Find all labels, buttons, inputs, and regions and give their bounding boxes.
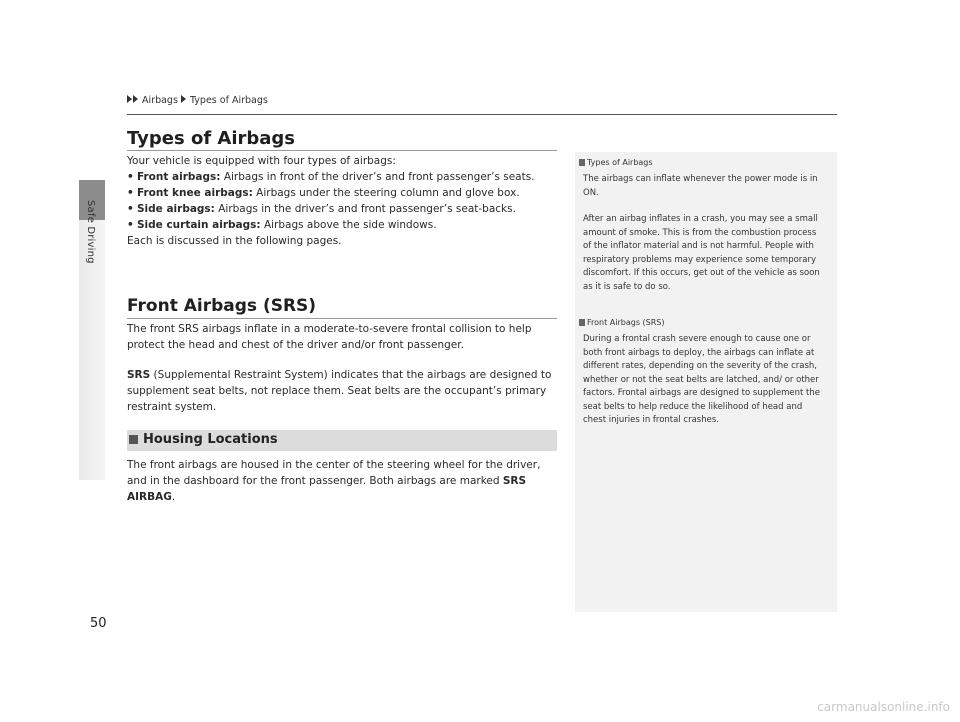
note-title-types[interactable]: Types of Airbags xyxy=(579,158,653,167)
bullet-term: Front knee airbags: xyxy=(137,187,253,199)
subsection-title: Housing Locations xyxy=(143,432,278,447)
section-rule xyxy=(127,150,557,151)
section-title-front: Front Airbags (SRS) xyxy=(127,296,317,316)
types-outro: Each is discussed in the following pages. xyxy=(127,235,342,247)
bullet-term: Side airbags: xyxy=(137,203,215,215)
list-item xyxy=(127,185,559,201)
front-para-2 xyxy=(127,367,559,415)
bullet-text: Airbags in the driver’s and front passenger’s seat-backs. xyxy=(214,203,516,215)
header-rule xyxy=(127,114,837,115)
note-paragraph: During a frontal crash severe enough to cause one or both front airbags to deploy, the airbags can inflate at different rates, depending on the severity of the crash, whether or not the seat belts are latched, and/ or other factors. Frontal airbags are designed to supplement the seat belts to help reduce the likelihood of head and chest injuries in frontal crashes. xyxy=(583,334,820,425)
list-item xyxy=(127,217,559,233)
list-item xyxy=(127,169,559,185)
front-para-1: The front SRS airbags inflate in a moderate-to-severe frontal collision to help protect the head and chest of the driver and/or front passenger. xyxy=(127,323,532,351)
bullet-text: Airbags above the side windows. xyxy=(260,219,437,231)
srs-term: SRS xyxy=(127,369,151,381)
note-icon xyxy=(579,159,585,166)
bullet-term: Side curtain airbags: xyxy=(137,219,261,231)
subsection-header xyxy=(127,430,557,451)
breadcrumb-item-airbags[interactable]: Airbags xyxy=(142,95,178,106)
watermark: carmanualsonline.info xyxy=(817,700,950,714)
note-title-front[interactable]: Front Airbags (SRS) xyxy=(579,318,665,327)
note-body-front xyxy=(583,333,823,428)
note-body-types xyxy=(583,173,823,294)
section-rule xyxy=(127,318,557,319)
list-item xyxy=(127,201,559,217)
page-number: 50 xyxy=(90,616,107,631)
note-icon xyxy=(579,319,585,326)
types-intro: Your vehicle is equipped with four types of airbags: xyxy=(127,155,396,167)
srs-airbag-term: SRS AIRBAG xyxy=(127,475,527,503)
triangle-right-icon xyxy=(127,95,132,103)
bullet-term: Front airbags: xyxy=(137,171,221,183)
section-title-types: Types of Airbags xyxy=(127,128,296,149)
chapter-label: Safe Driving xyxy=(85,200,96,264)
breadcrumb-item-types[interactable]: Types of Airbags xyxy=(189,95,268,106)
housing-end: . xyxy=(171,491,176,503)
bullet-text: Airbags in front of the driver’s and front passenger’s seats. xyxy=(220,171,535,183)
breadcrumb xyxy=(127,95,268,106)
srs-text: (Supplemental Restraint System) indicates that the airbags are designed to supplement seat belts, not replace them. Seat belts are the occupant’s primary restraint system. xyxy=(127,369,552,413)
airbag-types-list xyxy=(127,169,559,233)
triangle-right-icon xyxy=(133,95,138,103)
bullet-text: Airbags under the steering column and glove box. xyxy=(252,187,520,199)
housing-para xyxy=(127,457,559,505)
triangle-right-icon xyxy=(181,95,186,103)
note-paragraph: The airbags can inflate whenever the power mode is in ON. xyxy=(583,174,818,198)
square-bullet-icon xyxy=(129,435,138,444)
note-paragraph: After an airbag inflates in a crash, you may see a small amount of smoke. This is from the combustion process of the inflator material and is not harmful. People with respiratory problems may experience some temporary discomfort. If this occurs, get out of the vehicle as soon as it is safe to do so. xyxy=(583,214,820,292)
housing-text: The front airbags are housed in the center of the steering wheel for the driver, and in the dashboard for the front passenger. Both airbags are marked xyxy=(127,459,541,487)
